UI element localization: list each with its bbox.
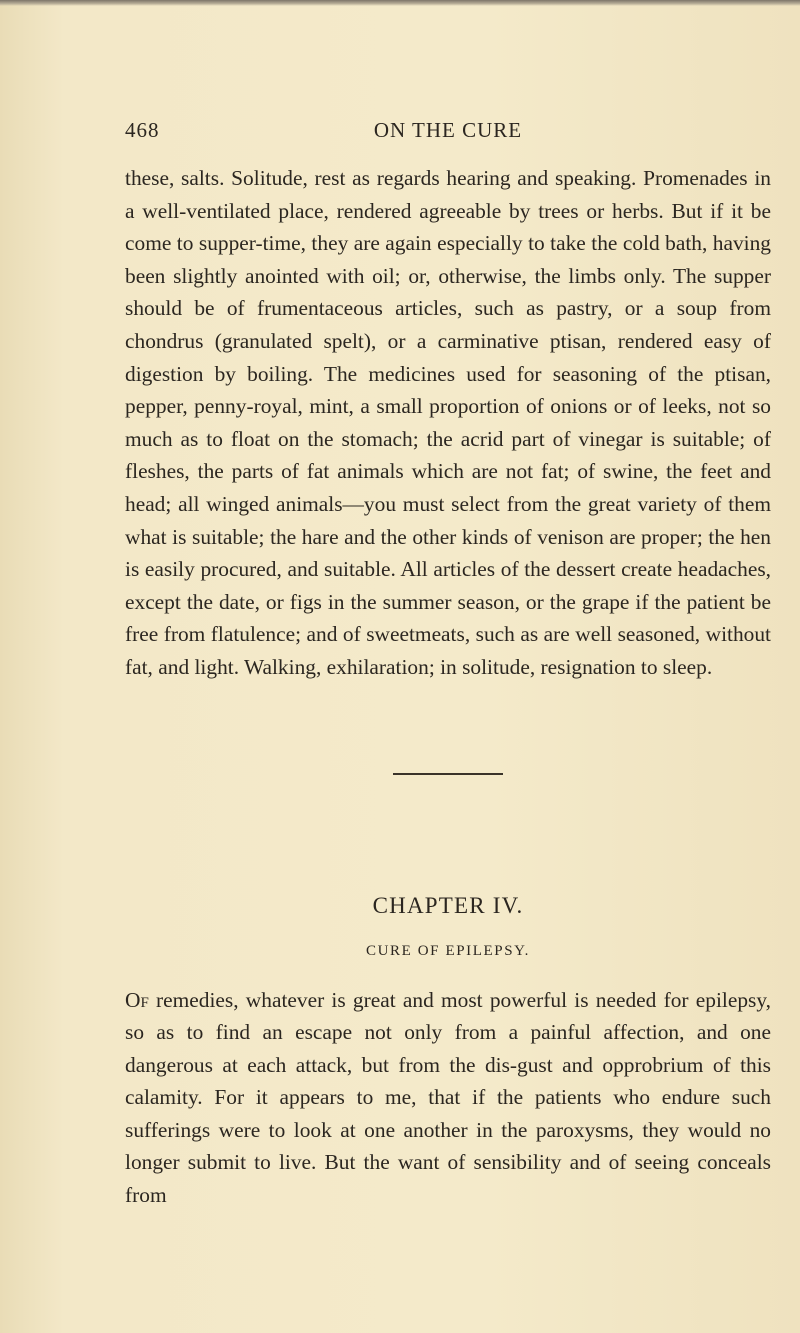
- book-page: [125, 118, 771, 1318]
- continued-paragraph: these, salts. Solitude, rest as regards hearing and speaking. Promenades in a well-ventilated place, rendered agreeable by trees or herbs. But if it be come to supper-time, they are again especially to take the cold bath, having been slightly anointed with oil; or, otherwise, the limbs only. The supper should be of frumentaceous articles, such as pastry, or a soup from chondrus (granulated spelt), or a carminative ptisan, rendered easy of digestion by boiling. The medicines used for seasoning of the ptisan, pepper, penny-royal, mint, a small proportion of onions or of leeks, not so much as to float on the stomach; the acrid part of vinegar is suitable; of fleshes, the parts of fat animals which are not fat; of swine, the feet and head; all winged animals—you must select from the great variety of them what is suitable; the hare and the other kinds of venison are proper; the hen is easily procured, and suitable. All articles of the dessert create headaches, except the date, or figs in the summer season, or the grape if the patient be free from flatulence; and of sweetmeats, such as are well seasoned, without fat, and light. Walking, exhilaration; in solitude, resignation to sleep.: [125, 166, 771, 679]
- chapter-title: CHAPTER IV.: [372, 892, 524, 918]
- page-top-edge: [0, 0, 800, 6]
- running-head: [125, 118, 771, 152]
- chapter-opening-word: Of: [125, 987, 149, 1012]
- chapter-paragraph-text: remedies, whatever is great and most powerful is needed for epilepsy, so as to find an escape not only from a painful affection, and one dangerous at each attack, but from the dis-gust and opprobrium of this calamity. For it appears to me, that if the patients who endure such sufferings were to look at one another in the paroxysms, they would no longer submit to live. But the want of sensibility and of seeing conceals from: [125, 987, 771, 1208]
- chapter-subtitle: CURE OF EPILEPSY.: [365, 942, 531, 959]
- chapter-paragraph: [125, 984, 771, 1212]
- page-number: 468: [125, 118, 160, 142]
- section-divider: [393, 773, 503, 775]
- running-title: ON THE CURE: [373, 118, 523, 142]
